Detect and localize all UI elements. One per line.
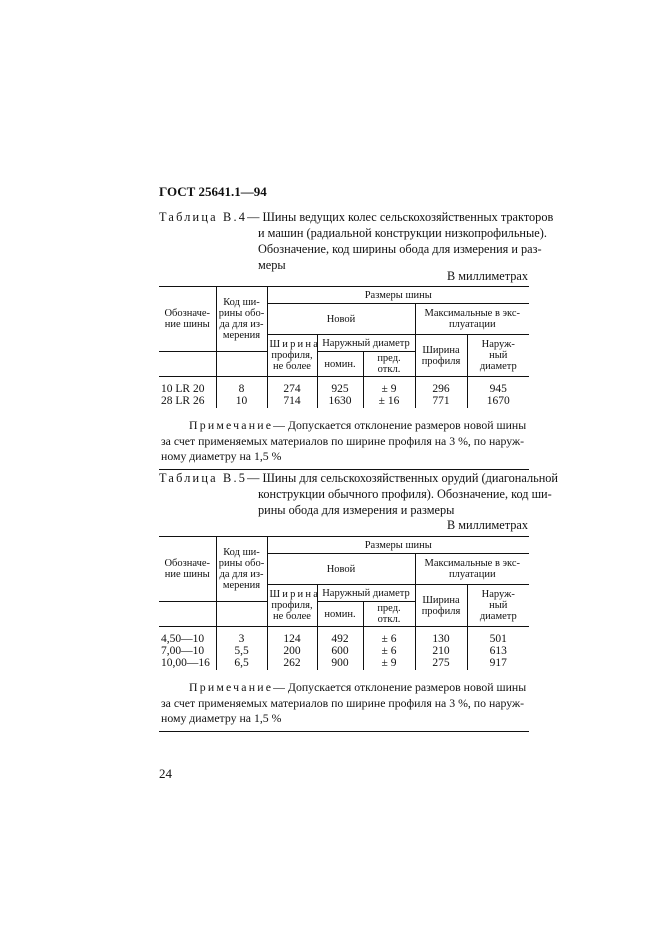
- header-rim-code: Код ши- рины обо- да для из- мерения: [216, 537, 267, 602]
- document-id: ГОСТ 25641.1—94: [159, 184, 267, 199]
- header-tolerance: пред. откл.: [363, 352, 415, 377]
- header-nominal: номин.: [317, 602, 363, 627]
- col-width: 274 714: [267, 377, 317, 409]
- header-new: Новой: [267, 554, 415, 585]
- col-max-width: 130 210 275: [415, 627, 467, 671]
- col-nominal: 925 1630: [317, 377, 363, 409]
- note-line: — Допускается отклонение размеров новой шины: [273, 418, 527, 432]
- header-outer-diameter-max: Наруж- ный диаметр: [467, 585, 529, 627]
- header-designation: Обозначе- ние шины: [159, 287, 216, 352]
- table-b5-caption-prefix: Таблица В.5: [159, 471, 248, 485]
- col-rim-code: 8 10: [216, 377, 267, 409]
- col-designation: 4,50—10 7,00—10 10,00—16: [159, 627, 216, 671]
- table-b5-caption-line: конструкции обычного профиля). Обозначение, код ши-: [258, 487, 552, 501]
- col-tolerance: ± 9 ± 16: [363, 377, 415, 409]
- header-profile-width: Ширина профиля, не более: [267, 335, 317, 377]
- col-width: 124 200 262: [267, 627, 317, 671]
- table-b4: [159, 286, 529, 470]
- table-b4-caption-line: и машин (радиальной конструкции низкопрофильные).: [258, 226, 547, 240]
- col-max-width: 296 771: [415, 377, 467, 409]
- header-profile-width: Ширина профиля, не более: [267, 585, 317, 627]
- table-b4-caption-line: меры: [258, 258, 286, 272]
- table-b4-caption: [159, 209, 554, 273]
- header-designation: Обозначе- ние шины: [159, 537, 216, 602]
- header-tire-dimensions: Размеры шины: [267, 287, 529, 304]
- note-line: ному диаметру на 1,5 %: [161, 711, 282, 725]
- header-max-operation: Максимальные в экс- плуатации: [415, 304, 529, 335]
- table-b5-note: [159, 670, 529, 731]
- header-tire-dimensions: Размеры шины: [267, 537, 529, 554]
- note-line: за счет применяемых материалов по ширине профиля на 3 %, по наруж-: [161, 433, 525, 448]
- note-label: Примечание: [189, 680, 274, 694]
- table-b5-caption: [159, 470, 559, 518]
- col-nominal: 492 600 900: [317, 627, 363, 671]
- col-max-diameter: 945 1670: [467, 377, 529, 409]
- header-rim-code: Код ши- рины обо- да для из- мерения: [216, 287, 267, 352]
- note-line: — Допускается отклонение размеров новой шины: [273, 680, 527, 694]
- table-b4-caption-prefix: Таблица В.4: [159, 210, 248, 224]
- header-width-profile: Ширина профиля: [415, 335, 467, 377]
- table-b4-note: [159, 408, 529, 469]
- table-b5-caption-line: — Шины для сельскохозяйственных орудий (диагональной: [247, 471, 559, 485]
- table-b5: [159, 536, 529, 732]
- table-b4-caption-line: Обозначение, код ширины обода для измерения и раз-: [258, 242, 542, 256]
- header-tolerance: пред. откл.: [363, 602, 415, 627]
- col-rim-code: 3 5,5 6,5: [216, 627, 267, 671]
- col-max-diameter: 501 613 917: [467, 627, 529, 671]
- header-max-operation: Максимальные в экс- плуатации: [415, 554, 529, 585]
- header-new: Новой: [267, 304, 415, 335]
- table-b4-units: В миллиметрах: [446, 269, 528, 283]
- table-b5-caption-line: рины обода для измерения и размеры: [258, 503, 455, 517]
- table-b5-units: В миллиметрах: [446, 518, 528, 532]
- header-nominal: номин.: [317, 352, 363, 377]
- header-width-profile: Ширина профиля: [415, 585, 467, 627]
- table-b4-caption-line: — Шины ведущих колес сельскохозяйственных тракторов: [247, 210, 554, 224]
- note-line: ному диаметру на 1,5 %: [161, 449, 282, 463]
- note-line: за счет применяемых материалов по ширине профиля на 3 %, по наруж-: [161, 695, 525, 710]
- col-tolerance: ± 6 ± 6 ± 9: [363, 627, 415, 671]
- header-outer-diameter: Наружный диаметр: [317, 585, 415, 602]
- note-label: Примечание: [189, 418, 274, 432]
- page-number: 24: [159, 766, 172, 781]
- header-outer-diameter-max: Наруж- ный диаметр: [467, 335, 529, 377]
- col-designation: 10 LR 20 28 LR 26: [159, 377, 216, 409]
- header-outer-diameter: Наружный диаметр: [317, 335, 415, 352]
